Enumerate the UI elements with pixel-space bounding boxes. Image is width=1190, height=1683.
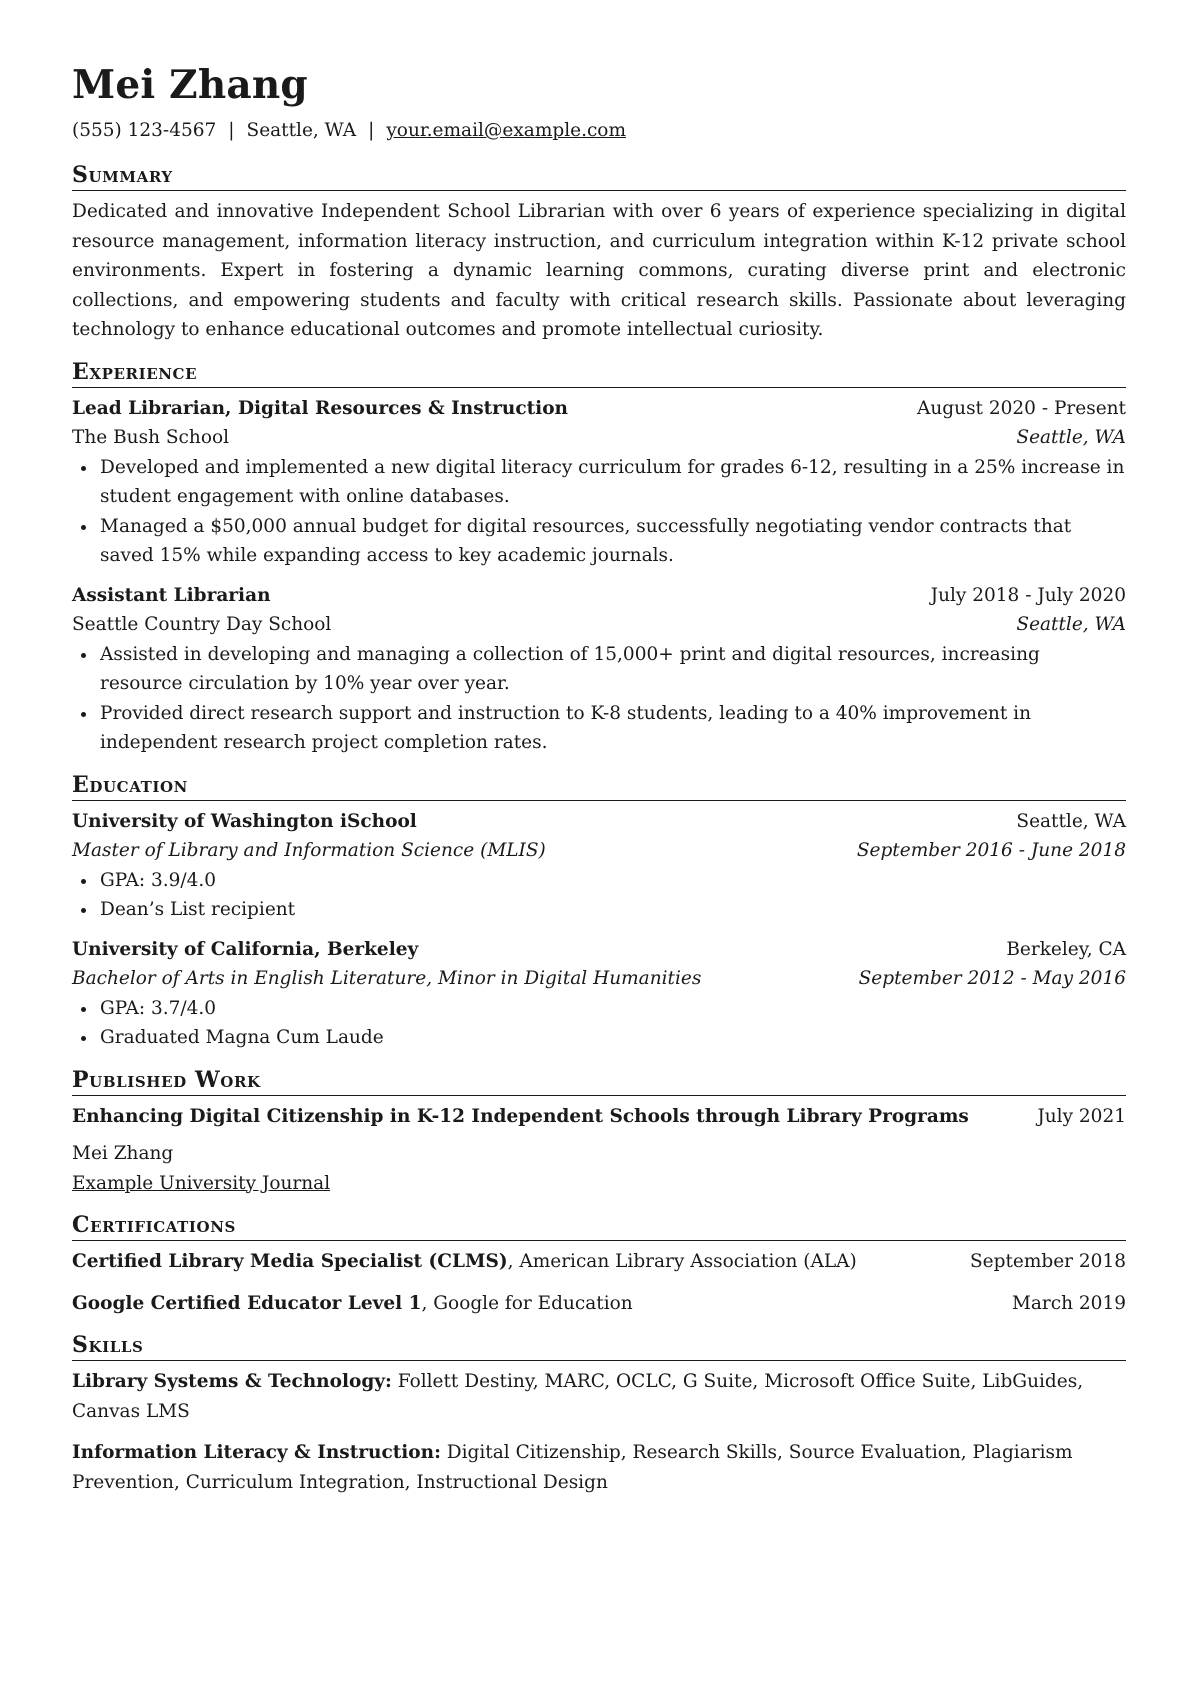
certification-date: September 2018 (970, 1251, 1126, 1272)
contact-line (72, 118, 1126, 144)
summary-text: Dedicated and innovative Independent School Librarian with over 6 years of experience specializing in digital resource management, information literacy instruction, and curriculum integration within K-12 private school environments. Expert in fostering a dynamic learning commons, curating diverse print and electronic collections, and empowering students and faculty with critical research skills. Passionate about leveraging technology to enhance educational outcomes and promote intellectual curiosity. (72, 201, 1126, 340)
skill-list: Digital Citizenship, Research Skills, Source Evaluation, Plagiarism Prevention, Curriculum Integration, Instructional Design (72, 1442, 1073, 1493)
separator: | (368, 120, 375, 141)
skills-section (72, 1332, 1126, 1497)
section-title: Experience (72, 359, 1126, 388)
list-item: Provided direct research support and instruction to K-8 students, leading to a 40% improvement in independent research project completion rates. (72, 699, 1126, 758)
section-title: Education (72, 772, 1126, 801)
job-location: Seattle, WA (1016, 427, 1126, 448)
location: Seattle, WA (246, 120, 357, 141)
list-item: Dean’s List recipient (72, 895, 1126, 925)
degree: Master of Library and Information Science (MLIS) (72, 840, 546, 861)
phone-number: (555) 123-4567 (72, 120, 217, 141)
experience-section (72, 359, 1126, 758)
school-location: Berkeley, CA (1006, 938, 1126, 960)
skill-category: Information Literacy & Instruction: (72, 1442, 441, 1463)
list-item: Assisted in developing and managing a collection of 15,000+ print and digital resources, increasing resource circulation by 10% year over year. (72, 640, 1126, 699)
job-location: Seattle, WA (1016, 614, 1126, 635)
school-location: Seattle, WA (1016, 810, 1126, 832)
published-work-section (72, 1067, 1126, 1199)
school-name: University of California, Berkeley (72, 938, 419, 960)
degree: Bachelor of Arts in English Literature, Minor in Digital Humanities (72, 968, 702, 989)
certification-date: March 2019 (1011, 1292, 1126, 1314)
certification-issuer: , American Library Association (ALA) (507, 1251, 857, 1272)
publication-venue-link[interactable]: Example University Journal (72, 1172, 331, 1194)
certification-name: Certified Library Media Specialist (CLMS) (72, 1251, 508, 1272)
certification-entry (72, 1247, 1126, 1277)
certifications-section (72, 1212, 1126, 1318)
employer: Seattle Country Day School (72, 614, 332, 635)
candidate-name: Mei Zhang (72, 62, 308, 108)
job-dates: July 2018 - July 2020 (930, 584, 1126, 606)
certification-name: Google Certified Educator Level 1 (72, 1292, 422, 1314)
skill-entry (72, 1367, 1126, 1426)
job-dates: August 2020 - Present (917, 397, 1126, 419)
certification-issuer: , Google for Education (421, 1292, 633, 1314)
list-item: Graduated Magna Cum Laude (72, 1023, 1126, 1053)
certification-entry (72, 1289, 1126, 1319)
list-item: Managed a $50,000 annual budget for digital resources, successfully negotiating vendor contracts that saved 15% while expanding access to key academic journals. (72, 512, 1126, 571)
skill-entry (72, 1438, 1126, 1497)
school-name: University of Washington iSchool (72, 810, 417, 832)
education-section (72, 772, 1126, 1053)
resume-page (72, 62, 1126, 1497)
separator: | (228, 120, 235, 141)
education-dates: September 2012 - May 2016 (858, 968, 1126, 989)
publication-entry (72, 1102, 1126, 1199)
list-item: Developed and implemented a new digital literacy curriculum for grades 6-12, resulting in a 25% increase in student engagement with online databases. (72, 453, 1126, 512)
publication-title: Enhancing Digital Citizenship in K-12 Independent Schools through Library Programs (72, 1105, 969, 1127)
section-title: Published Work (72, 1067, 1126, 1096)
skill-list: Follett Destiny, MARC, OCLC, G Suite, Microsoft Office Suite, LibGuides, Canvas LMS (72, 1371, 1084, 1422)
email-link[interactable]: your.email@example.com (386, 120, 626, 141)
section-title: Summary (72, 162, 1126, 191)
education-entry (72, 807, 1126, 925)
summary-section (72, 162, 1126, 345)
experience-entry (72, 581, 1126, 758)
education-dates: September 2016 - June 2018 (856, 840, 1126, 861)
experience-entry (72, 394, 1126, 571)
job-title: Lead Librarian, Digital Resources & Instruction (72, 397, 568, 419)
employer: The Bush School (72, 427, 230, 448)
section-title: Skills (72, 1332, 1126, 1361)
education-entry (72, 935, 1126, 1053)
skill-category: Library Systems & Technology: (72, 1371, 392, 1392)
publication-author: Mei Zhang (72, 1143, 174, 1164)
job-title: Assistant Librarian (72, 584, 271, 606)
list-item: GPA: 3.9/4.0 (72, 866, 1126, 896)
publication-date: July 2021 (1037, 1105, 1126, 1127)
section-title: Certifications (72, 1212, 1126, 1241)
list-item: GPA: 3.7/4.0 (72, 994, 1126, 1024)
